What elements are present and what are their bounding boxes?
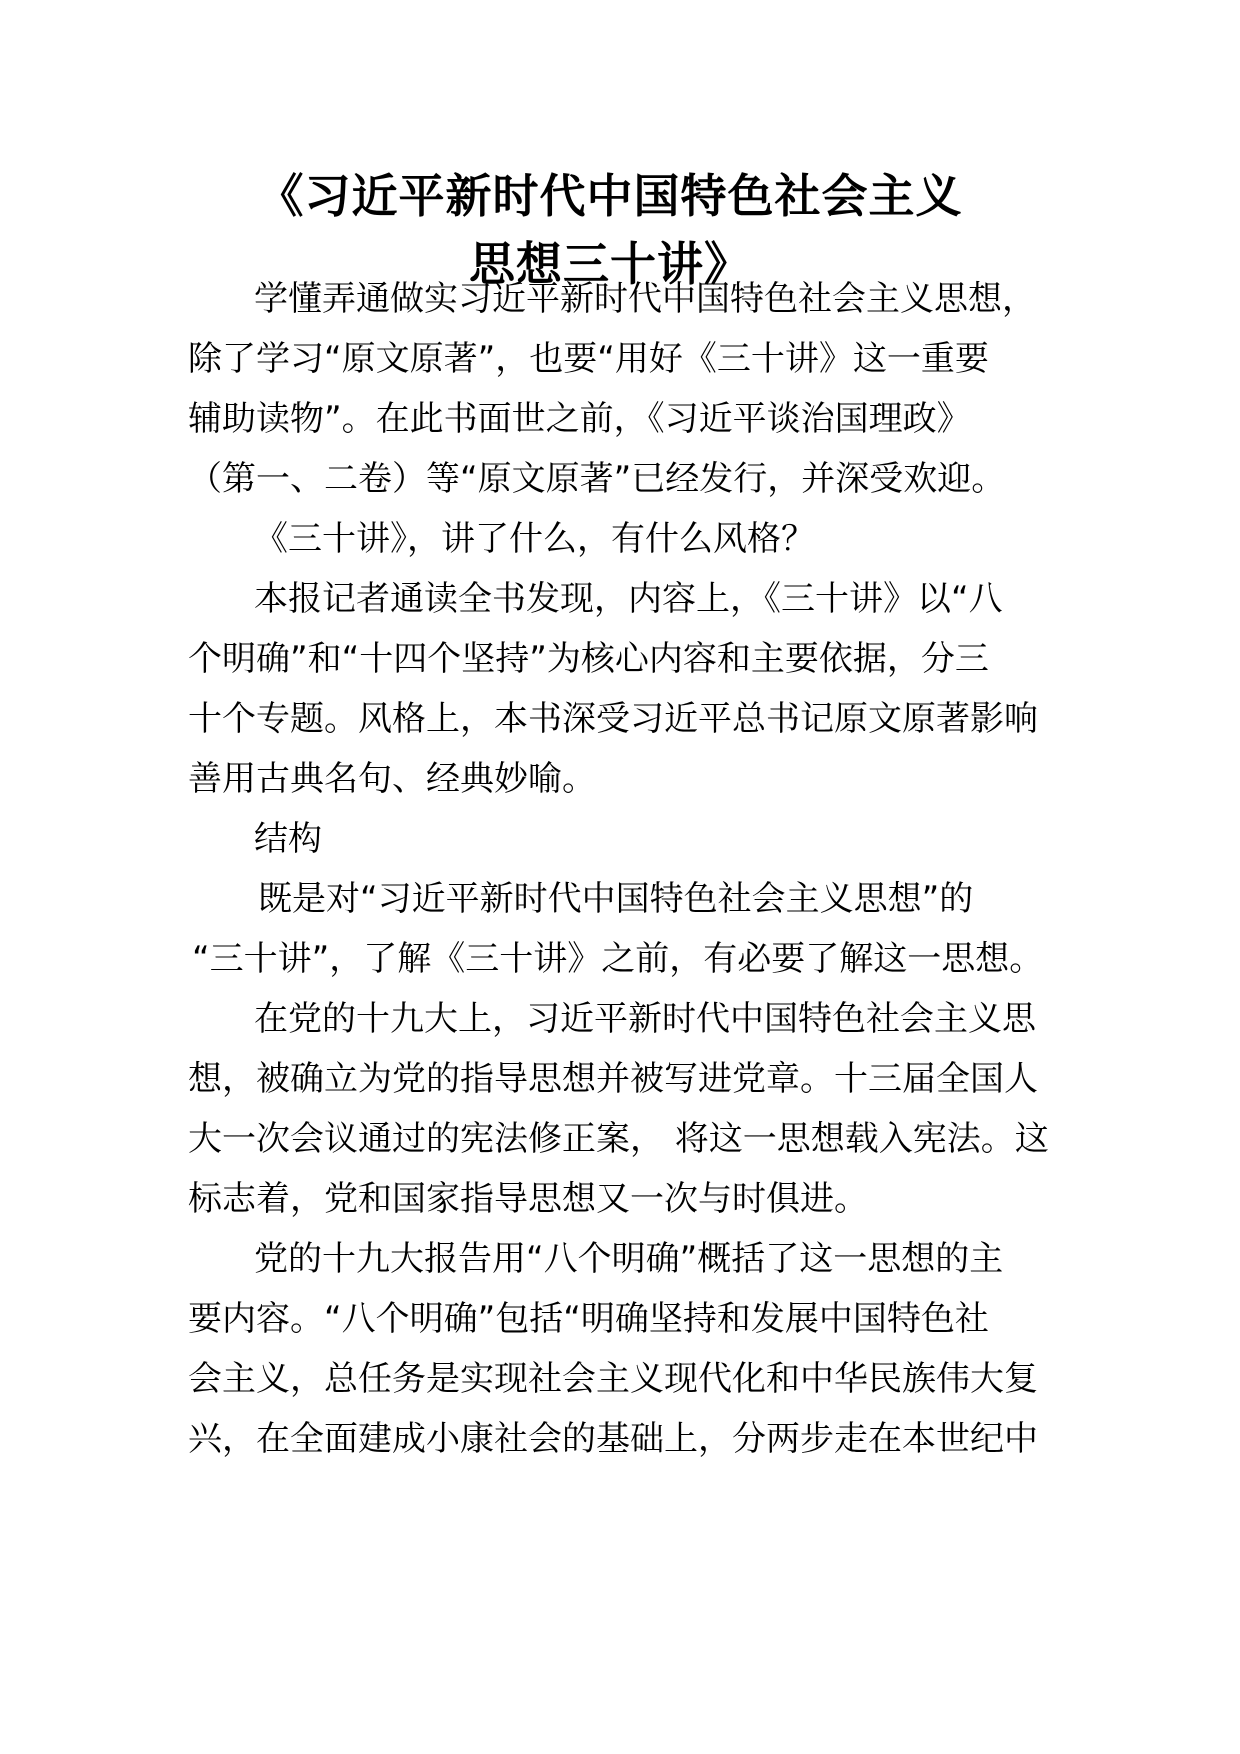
paragraph-line: 会主义，总任务是实现社会主义现代化和中华民族伟大复 xyxy=(188,1359,1038,1399)
document-title-line-2: 思想三十讲》 xyxy=(469,237,751,291)
paragraph-line: 想，被确立为党的指导思想并被写进党章。十三届全国人 xyxy=(188,1059,1038,1099)
document-title-line-1: 《习近平新时代中国特色社会主义 xyxy=(257,169,963,223)
paragraph-line: 辅助读物”。在此书面世之前，《习近平谈治国理政》 xyxy=(188,399,971,439)
paragraph-line: 个明确”和“十四个坚持”为核心内容和主要依据，分三 xyxy=(188,639,989,679)
paragraph-line: （第一、二卷）等“原文原著”已经发行，并深受欢迎。 xyxy=(188,459,1006,499)
paragraph-line: 学懂弄通做实习近平新时代中国特色社会主义思想， xyxy=(254,279,1036,319)
paragraph-line: 十个专题。风格上，本书深受习近平总书记原文原著影响 xyxy=(188,699,1038,739)
paragraph-line: 在党的十九大上，习近平新时代中国特色社会主义思 xyxy=(254,999,1036,1039)
paragraph-line: 善用古典名句、经典妙喻。 xyxy=(188,759,596,799)
section-heading: 结构 xyxy=(254,819,322,859)
paragraph-line: 大一次会议通过的宪法修正案， 将这一思想载入宪法。这 xyxy=(188,1119,1049,1159)
paragraph-line: 党的十九大报告用“八个明确”概括了这一思想的主 xyxy=(254,1239,1004,1279)
paragraph-line: 除了学习“原文原著”，也要“用好《三十讲》这一重要 xyxy=(188,339,989,379)
paragraph-line: 要内容。“八个明确”包括“明确坚持和发展中国特色社 xyxy=(188,1299,989,1339)
paragraph-line: 既是对“习近平新时代中国特色社会主义思想”的 xyxy=(258,879,974,919)
paragraph-line: 标志着，党和国家指导思想又一次与时俱进。 xyxy=(188,1179,868,1219)
paragraph-line: 本报记者通读全书发现，内容上，《三十讲》以“八 xyxy=(254,579,1003,619)
paragraph-line: “三十讲”，了解《三十讲》之前，有必要了解这一思想。 xyxy=(192,939,1044,979)
paragraph-line: 《三十讲》，讲了什么，有什么风格？ xyxy=(254,519,815,559)
paragraph-line: 兴，在全面建成小康社会的基础上，分两步走在本世纪中 xyxy=(188,1419,1038,1459)
